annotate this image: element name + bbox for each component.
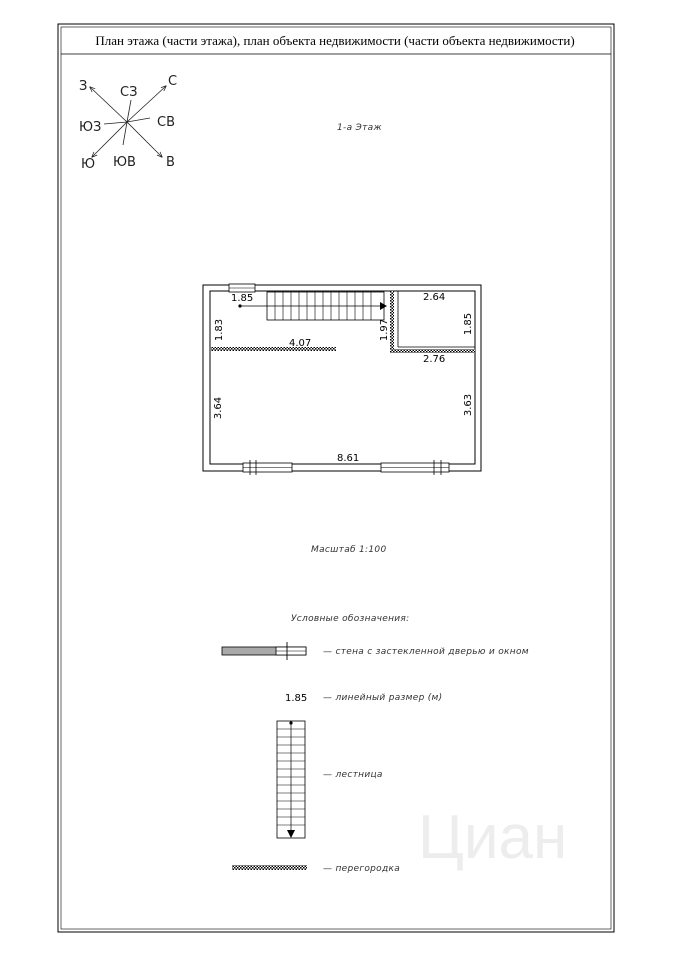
dimension-stair-top: 1.85 [231, 293, 254, 304]
compass-label-nw: СЗ [120, 85, 138, 100]
window-bottom-right [381, 460, 449, 475]
legend-label-dimension: — линейный размер (м) [323, 693, 443, 703]
partition-vertical [390, 291, 394, 353]
page-frame [58, 24, 614, 932]
partition-right [390, 349, 475, 353]
compass-label-w: З [79, 79, 88, 94]
dimension-left-lower: 3.64 [213, 396, 224, 420]
dimension-room-small-bottom: 2.76 [423, 354, 446, 365]
dimension-left-upper: 1.83 [214, 318, 225, 342]
legend-partition-symbol [232, 865, 307, 870]
window-top [229, 284, 255, 292]
dimension-room-small-right: 1.85 [463, 312, 474, 336]
floor-label: 1-а Этаж [337, 123, 382, 133]
scale-label: Масштаб 1:100 [311, 545, 387, 555]
inner-wall [210, 291, 475, 464]
legend-wall-door-window-symbol [222, 642, 306, 660]
dimension-bottom-width: 8.61 [337, 453, 360, 464]
window-bottom-left [243, 460, 292, 475]
legend-staircase-symbol [277, 721, 305, 838]
compass-label-sw: ЮЗ [79, 120, 102, 135]
compass-label-n: С [168, 74, 178, 89]
legend-dimension-sample: 1.85 [285, 693, 308, 704]
legend-label-partition: — перегородка [323, 864, 401, 874]
floor-plan [203, 284, 481, 475]
dimension-stair-side: 1.97 [379, 318, 390, 342]
watermark: Циан [418, 803, 568, 872]
partition-left [211, 347, 336, 351]
compass-label-ne: СВ [157, 115, 175, 130]
dimension-partition-length: 4.07 [289, 338, 312, 349]
legend-label-staircase: — лестница [323, 770, 383, 780]
compass-label-se: ЮВ [113, 155, 136, 170]
dimension-room-small-top: 2.64 [423, 292, 446, 303]
page-title: План этажа (части этажа), план объекта недвижимости (части объекта недвижимости) [95, 33, 575, 48]
dimension-right-lower: 3.63 [463, 393, 474, 417]
page-frame-inner [61, 27, 611, 929]
legend-label-wall: — стена с застекленной дверью и окном [323, 647, 529, 657]
outer-wall [203, 285, 481, 471]
compass-label-s: Ю [81, 157, 96, 172]
staircase [238, 292, 387, 320]
legend-title: Условные обозначения: [291, 614, 410, 624]
compass-label-e: В [166, 155, 175, 170]
